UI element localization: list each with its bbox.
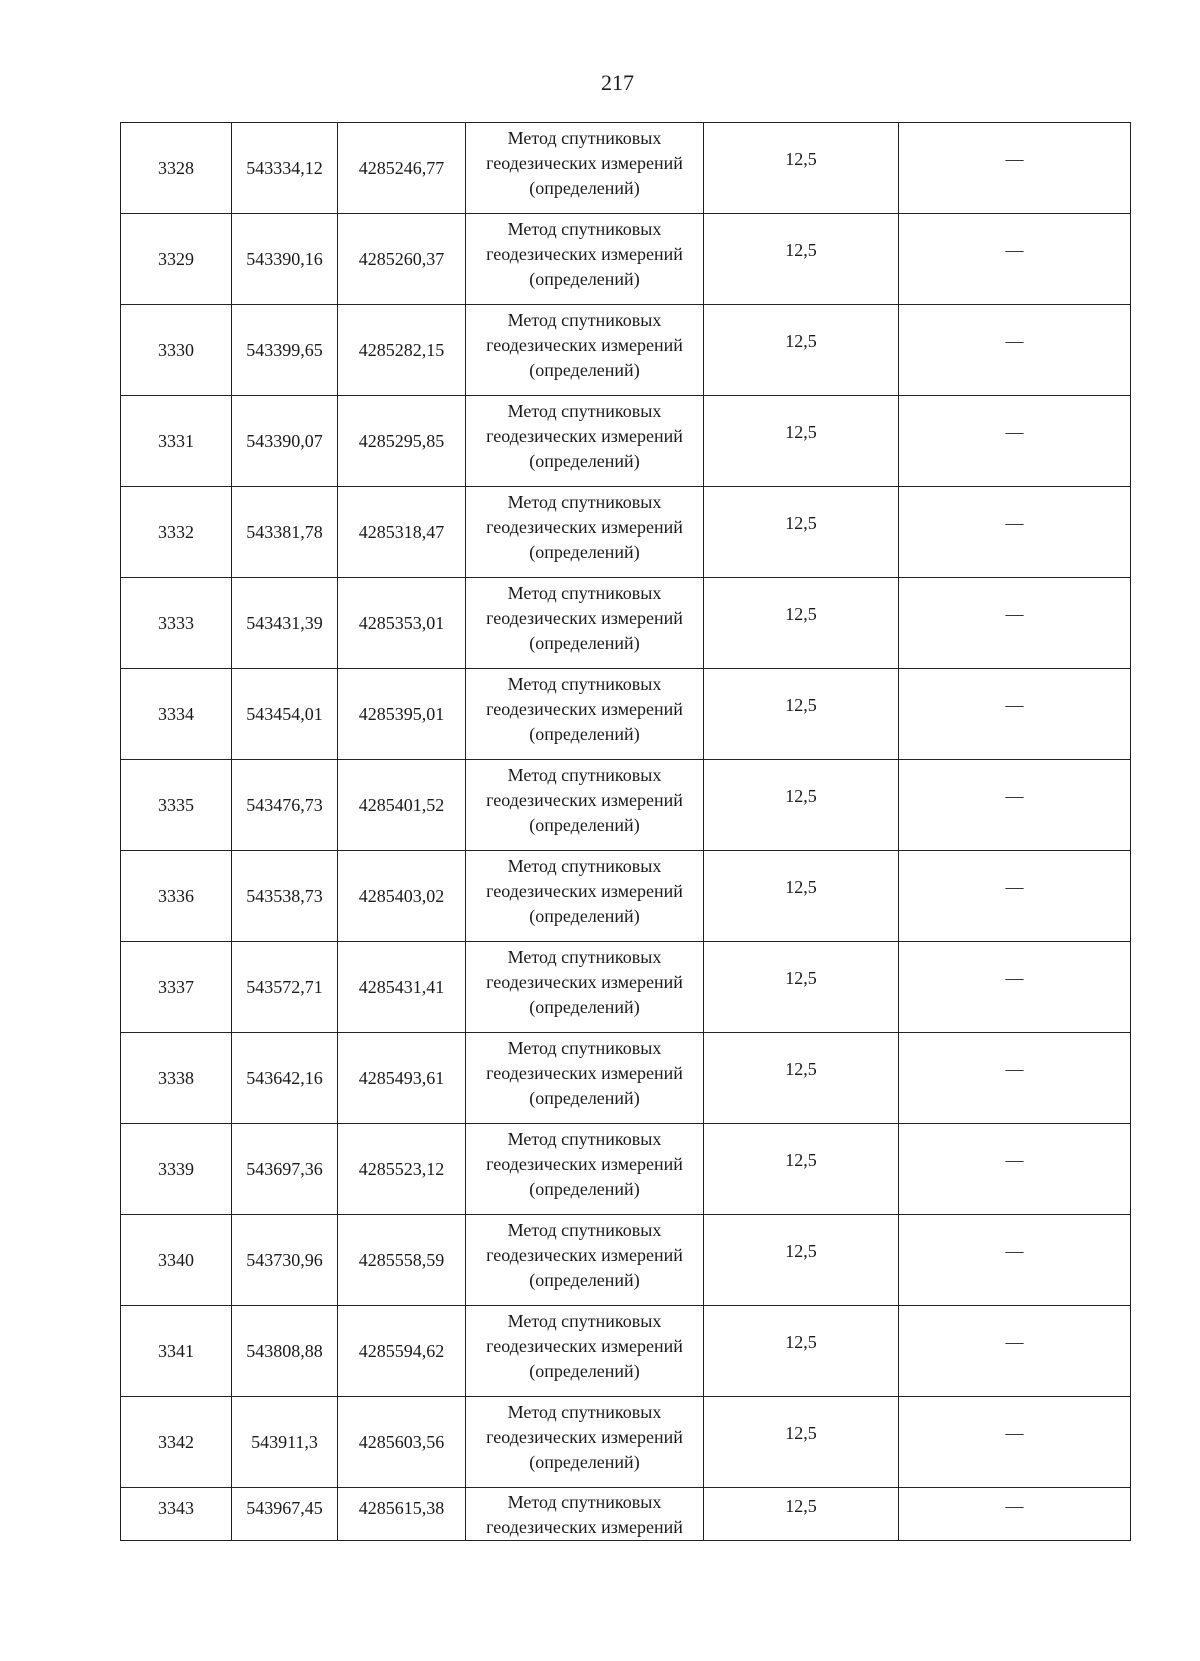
accuracy-cell: 12,5 (704, 214, 899, 305)
x-coordinate-cell: 543538,73 (232, 851, 338, 942)
note-cell: — (899, 1397, 1131, 1488)
method-cell (466, 1397, 704, 1488)
point-number-cell: 3335 (121, 760, 232, 851)
method-line: геодезических измерений (486, 426, 683, 446)
method-line: Метод спутниковых (507, 1038, 662, 1058)
method-line: (определений) (529, 1452, 640, 1472)
method-line: геодезических измерений (486, 1063, 683, 1083)
method-cell (466, 1488, 704, 1541)
y-coordinate-cell: 4285403,02 (338, 851, 466, 942)
page-number: 217 (601, 70, 634, 95)
accuracy-cell: 12,5 (704, 1124, 899, 1215)
point-number-cell: 3338 (121, 1033, 232, 1124)
x-coordinate-cell: 543697,36 (232, 1124, 338, 1215)
note-cell: — (899, 760, 1131, 851)
note-cell: — (899, 1124, 1131, 1215)
table-row (121, 942, 1131, 1033)
method-line: геодезических измерений (486, 1427, 683, 1447)
accuracy-cell: 12,5 (704, 396, 899, 487)
method-line: (определений) (529, 1361, 640, 1381)
y-coordinate-cell: 4285603,56 (338, 1397, 466, 1488)
x-coordinate-cell: 543808,88 (232, 1306, 338, 1397)
method-cell (466, 1215, 704, 1306)
method-line: Метод спутниковых (507, 219, 662, 239)
accuracy-cell: 12,5 (704, 1215, 899, 1306)
x-coordinate-cell: 543390,07 (232, 396, 338, 487)
accuracy-cell: 12,5 (704, 487, 899, 578)
method-line: (определений) (529, 633, 640, 653)
note-cell: — (899, 851, 1131, 942)
point-number-cell: 3343 (121, 1488, 232, 1541)
method-line: геодезических измерений (486, 335, 683, 355)
method-line: Метод спутниковых (507, 1492, 662, 1512)
coordinates-table (120, 122, 1131, 1541)
y-coordinate-cell: 4285295,85 (338, 396, 466, 487)
table-row (121, 1306, 1131, 1397)
note-cell: — (899, 1488, 1131, 1541)
method-cell (466, 396, 704, 487)
method-line: (определений) (529, 178, 640, 198)
method-line: (определений) (529, 1270, 640, 1290)
point-number-cell: 3330 (121, 305, 232, 396)
note-cell: — (899, 578, 1131, 669)
note-cell: — (899, 396, 1131, 487)
note-cell: — (899, 1033, 1131, 1124)
method-line: (определений) (529, 997, 640, 1017)
method-line: Метод спутниковых (507, 856, 662, 876)
method-line: (определений) (529, 360, 640, 380)
table-row (121, 760, 1131, 851)
method-cell (466, 578, 704, 669)
table-row (121, 578, 1131, 669)
method-line: Метод спутниковых (507, 492, 662, 512)
method-cell (466, 1306, 704, 1397)
note-cell: — (899, 669, 1131, 760)
method-cell (466, 1124, 704, 1215)
method-line: (определений) (529, 542, 640, 562)
point-number-cell: 3340 (121, 1215, 232, 1306)
accuracy-cell: 12,5 (704, 578, 899, 669)
method-line: геодезических измерений (486, 153, 683, 173)
y-coordinate-cell: 4285558,59 (338, 1215, 466, 1306)
y-coordinate-cell: 4285401,52 (338, 760, 466, 851)
method-line: геодезических измерений (486, 699, 683, 719)
accuracy-cell: 12,5 (704, 1033, 899, 1124)
table-row (121, 1033, 1131, 1124)
method-line: геодезических измерений (486, 972, 683, 992)
note-cell: — (899, 942, 1131, 1033)
table-row (121, 214, 1131, 305)
point-number-cell: 3336 (121, 851, 232, 942)
y-coordinate-cell: 4285395,01 (338, 669, 466, 760)
point-number-cell: 3329 (121, 214, 232, 305)
x-coordinate-cell: 543967,45 (232, 1488, 338, 1541)
method-cell (466, 305, 704, 396)
method-line: Метод спутниковых (507, 1402, 662, 1422)
x-coordinate-cell: 543476,73 (232, 760, 338, 851)
table-row (121, 487, 1131, 578)
method-line: (определений) (529, 451, 640, 471)
x-coordinate-cell: 543390,16 (232, 214, 338, 305)
method-line: Метод спутниковых (507, 674, 662, 694)
y-coordinate-cell: 4285246,77 (338, 123, 466, 214)
method-line: Метод спутниковых (507, 128, 662, 148)
method-line: геодезических измерений (486, 1336, 683, 1356)
method-line: геодезических измерений (486, 517, 683, 537)
method-line: Метод спутниковых (507, 401, 662, 421)
method-cell (466, 669, 704, 760)
method-cell (466, 760, 704, 851)
x-coordinate-cell: 543334,12 (232, 123, 338, 214)
table-row (121, 1215, 1131, 1306)
method-line: (определений) (529, 1088, 640, 1108)
method-line: геодезических измерений (486, 1154, 683, 1174)
table-row (121, 305, 1131, 396)
method-line: геодезических измерений (486, 881, 683, 901)
x-coordinate-cell: 543572,71 (232, 942, 338, 1033)
accuracy-cell: 12,5 (704, 305, 899, 396)
table-body (121, 123, 1131, 1541)
x-coordinate-cell: 543381,78 (232, 487, 338, 578)
accuracy-cell: 12,5 (704, 123, 899, 214)
y-coordinate-cell: 4285594,62 (338, 1306, 466, 1397)
method-line: Метод спутниковых (507, 583, 662, 603)
y-coordinate-cell: 4285318,47 (338, 487, 466, 578)
y-coordinate-cell: 4285493,61 (338, 1033, 466, 1124)
method-line: Метод спутниковых (507, 310, 662, 330)
table-row (121, 396, 1131, 487)
point-number-cell: 3333 (121, 578, 232, 669)
method-cell (466, 851, 704, 942)
method-line: (определений) (529, 724, 640, 744)
y-coordinate-cell: 4285431,41 (338, 942, 466, 1033)
y-coordinate-cell: 4285523,12 (338, 1124, 466, 1215)
method-line: геодезических измерений (486, 1517, 683, 1537)
x-coordinate-cell: 543454,01 (232, 669, 338, 760)
x-coordinate-cell: 543911,3 (232, 1397, 338, 1488)
method-line: геодезических измерений (486, 244, 683, 264)
table-row (121, 851, 1131, 942)
method-line: (определений) (529, 269, 640, 289)
method-cell (466, 487, 704, 578)
point-number-cell: 3337 (121, 942, 232, 1033)
table-row (121, 123, 1131, 214)
table-row (121, 1397, 1131, 1488)
method-cell (466, 942, 704, 1033)
method-line: (определений) (529, 815, 640, 835)
method-cell (466, 1033, 704, 1124)
method-cell (466, 214, 704, 305)
x-coordinate-cell: 543431,39 (232, 578, 338, 669)
x-coordinate-cell: 543730,96 (232, 1215, 338, 1306)
point-number-cell: 3341 (121, 1306, 232, 1397)
table-row (121, 669, 1131, 760)
method-line: геодезических измерений (486, 790, 683, 810)
y-coordinate-cell: 4285353,01 (338, 578, 466, 669)
note-cell: — (899, 214, 1131, 305)
method-line: Метод спутниковых (507, 1311, 662, 1331)
accuracy-cell: 12,5 (704, 1397, 899, 1488)
note-cell: — (899, 1306, 1131, 1397)
method-cell (466, 123, 704, 214)
accuracy-cell: 12,5 (704, 851, 899, 942)
table-row (121, 1124, 1131, 1215)
note-cell: — (899, 123, 1131, 214)
point-number-cell: 3331 (121, 396, 232, 487)
y-coordinate-cell: 4285282,15 (338, 305, 466, 396)
accuracy-cell: 12,5 (704, 942, 899, 1033)
method-line: геодезических измерений (486, 1245, 683, 1265)
method-line: Метод спутниковых (507, 947, 662, 967)
method-line: Метод спутниковых (507, 1129, 662, 1149)
table-row (121, 1488, 1131, 1541)
point-number-cell: 3328 (121, 123, 232, 214)
method-line: (определений) (529, 906, 640, 926)
x-coordinate-cell: 543399,65 (232, 305, 338, 396)
note-cell: — (899, 487, 1131, 578)
accuracy-cell: 12,5 (704, 760, 899, 851)
accuracy-cell: 12,5 (704, 1306, 899, 1397)
method-line: Метод спутниковых (507, 765, 662, 785)
point-number-cell: 3339 (121, 1124, 232, 1215)
accuracy-cell: 12,5 (704, 669, 899, 760)
point-number-cell: 3334 (121, 669, 232, 760)
method-line: геодезических измерений (486, 608, 683, 628)
note-cell: — (899, 1215, 1131, 1306)
y-coordinate-cell: 4285615,38 (338, 1488, 466, 1541)
method-line: (определений) (529, 1179, 640, 1199)
note-cell: — (899, 305, 1131, 396)
method-line: Метод спутниковых (507, 1220, 662, 1240)
x-coordinate-cell: 543642,16 (232, 1033, 338, 1124)
point-number-cell: 3342 (121, 1397, 232, 1488)
point-number-cell: 3332 (121, 487, 232, 578)
y-coordinate-cell: 4285260,37 (338, 214, 466, 305)
accuracy-cell: 12,5 (704, 1488, 899, 1541)
